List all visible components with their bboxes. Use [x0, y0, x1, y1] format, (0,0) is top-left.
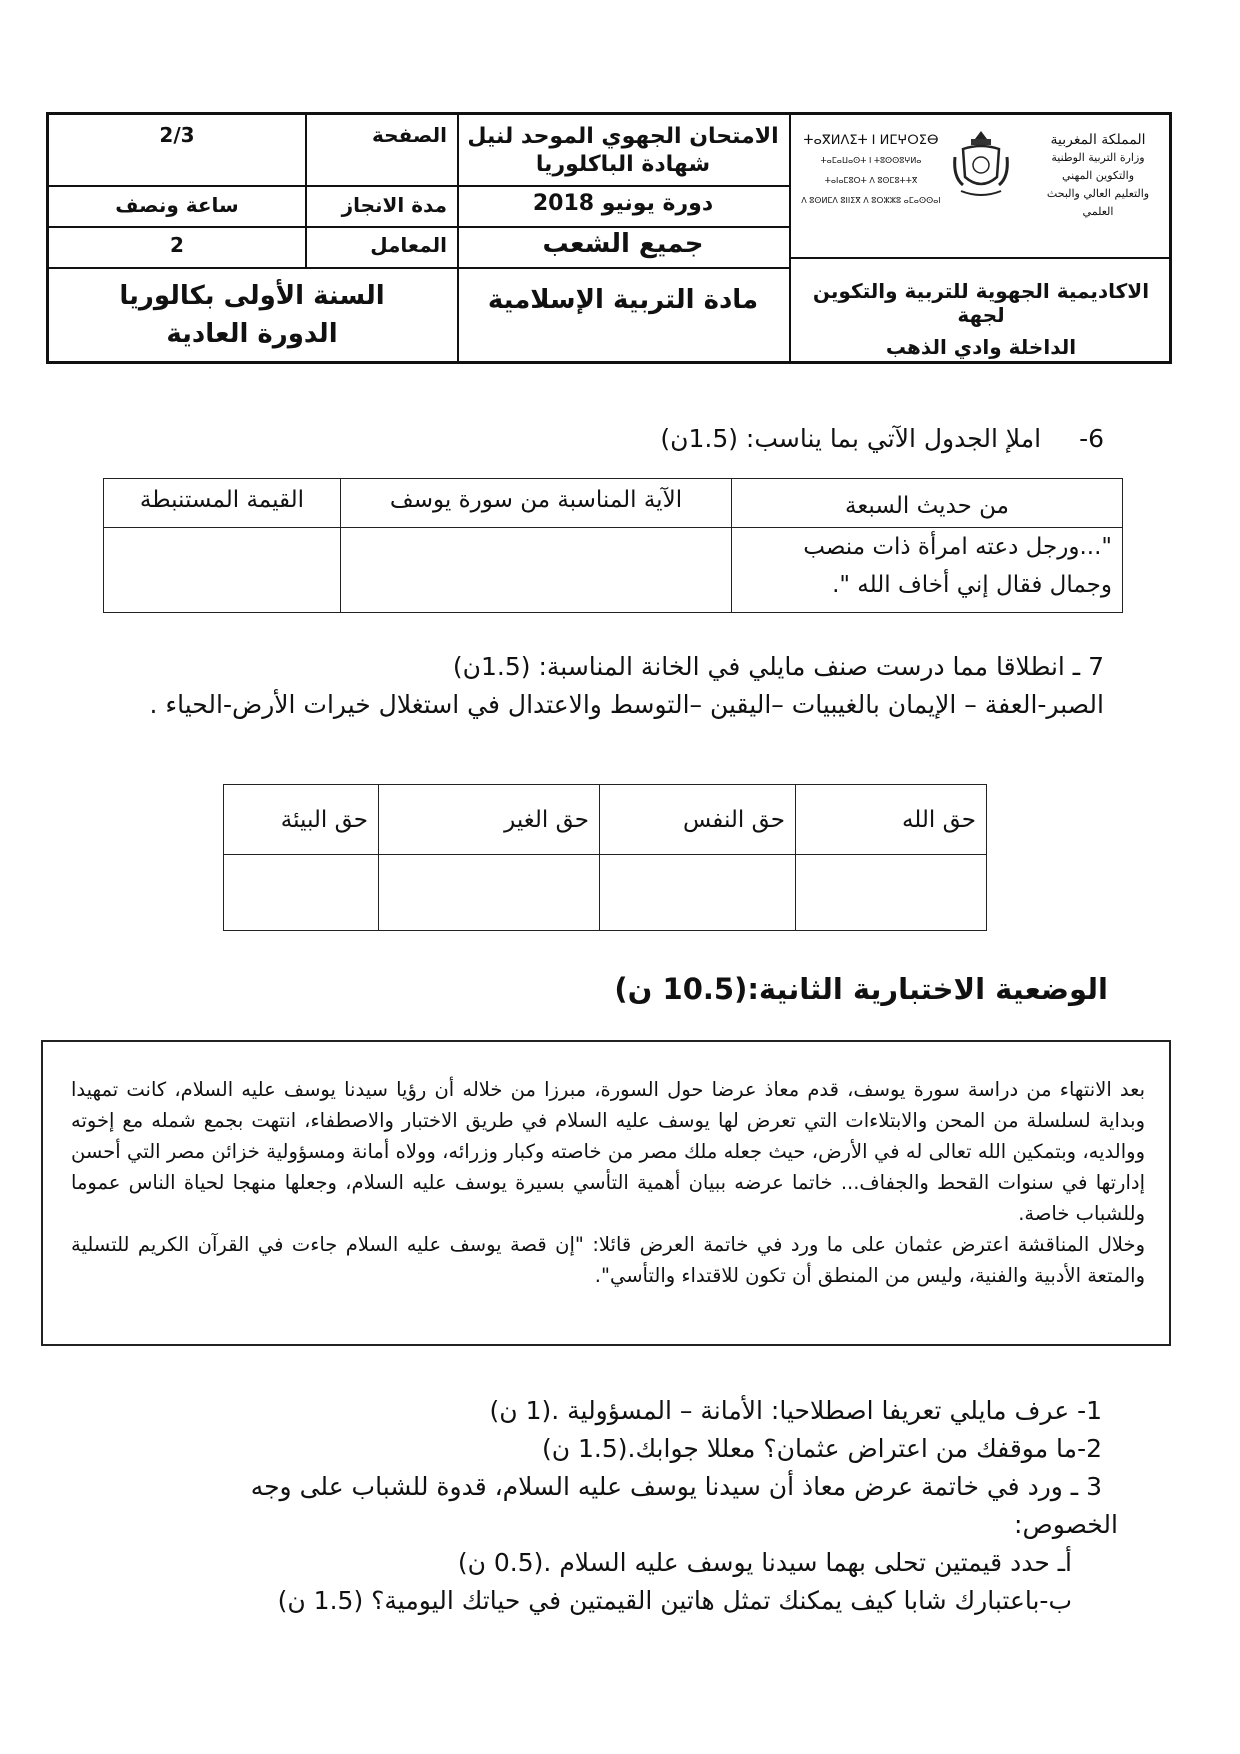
- page-label: الصفحة: [371, 123, 447, 147]
- exam-streams: جميع الشعب: [542, 229, 704, 259]
- question-3-cont: الخصوص:: [1014, 1510, 1118, 1539]
- question-3b: ب-باعتبارك شابا كيف يمكنك تمثل هاتين القيمتين في حياتك اليومية؟ (1.5 ن): [277, 1586, 1072, 1615]
- duration-label: مدة الانجاز: [341, 193, 447, 217]
- kingdom-name-ar: المملكة المغربية: [1050, 132, 1146, 148]
- q7-block: [104, 648, 1104, 724]
- q7-table: [223, 784, 987, 931]
- q6-line: [660, 420, 1104, 458]
- q6-col-verse: الآية المناسبة من سورة يوسف: [341, 479, 732, 528]
- situation-2-title: الوضعية الاختبارية الثانية:(10.5 ن): [614, 972, 1108, 1006]
- ministry-name-tifinagh-2: ⴷ ⵓⵙⵍⵎⴷ ⵓⵏⵏⵉⴳ ⴷ ⵓⵔⵣⵣⵓ ⴰⵎⴰⵙⵙⴰⵏ: [801, 196, 941, 205]
- q7-col-others: حق الغير: [379, 785, 600, 855]
- duration-value: ساعة ونصف: [115, 193, 239, 217]
- level-title: السنة الأولى بكالوريا: [119, 281, 385, 311]
- q6-table: [103, 478, 1123, 613]
- situation-paragraph-1: بعد الانتهاء من دراسة سورة يوسف، قدم معاذ عرضا حول السورة، مبرزا من خلاله أن رؤيا سيدنا يوسف عليه السلام، كانت تمهيدا وبداية لسلسلة من المحن والابتلاءات التي تعرض لها يوسف عليه السلام في طريق الاختبار والاصطفاء، انتهت بجمع شمله مع إخوته ووالديه، وبتمكين الله تعالى له في الأرض، حيث جعله ملك مصر من خاصته وكبار وزرائه، وولاه أمانة ومسؤولية خزائن مصر التي أحسن إدارتها في سنوات القحط والجفاف... خاتما عرضه ببيان أهمية التأسي بسيرة يوسف عليه السلام، وجعلها منهجا لحياة الناس عموما وللشباب خاصة.: [71, 1078, 1145, 1225]
- q6-number: 6-: [1079, 424, 1104, 453]
- session-type: الدورة العادية: [166, 319, 338, 349]
- coefficient-label: المعامل: [370, 233, 447, 257]
- q7-col-allah: حق الله: [796, 785, 987, 855]
- page-number: 2/3: [159, 123, 195, 147]
- q7-answer-self[interactable]: [600, 855, 796, 931]
- q6-hadith-text: "...ورجل دعته امرأة ذات منصب وجمال فقال إني أخاف الله ".: [732, 528, 1123, 613]
- situation-paragraph-2: وخلال المناقشة اعترض عثمان على ما ورد في خاتمة العرض قائلا: "إن قصة يوسف عليه السلام جاءت في القرآن الكريم للتسلية والمتعة الأدبية والفنية، وليس من المنطق أن تكون للاقتداء والتأسي".: [71, 1233, 1145, 1287]
- region-name: الداخلة وادي الذهب: [885, 335, 1077, 359]
- q7-answer-others[interactable]: [379, 855, 600, 931]
- exam-title-line-2: شهادة الباكلوريا: [535, 152, 711, 177]
- q7-col-self: حق النفس: [600, 785, 796, 855]
- coefficient-value: 2: [170, 233, 184, 257]
- q7-answer-environment[interactable]: [224, 855, 379, 931]
- ministry-logo-block: [791, 117, 1171, 255]
- exam-session: دورة يونيو 2018: [532, 191, 714, 216]
- situation-2-box: [41, 1040, 1171, 1346]
- question-2: 2-ما موقفك من اعتراض عثمان؟ معللا جوابك.(1.5 ن): [541, 1434, 1102, 1463]
- q6-value-answer-cell[interactable]: [104, 528, 341, 613]
- academy-name: الاكاديمية الجهوية للتربية والتكوين لجهة: [812, 279, 1150, 327]
- q7-text: 7 ـ انطلاقا مما درست صنف مايلي في الخانة المناسبة: (1.5ن): [452, 652, 1104, 681]
- situation-2-questions: [102, 1392, 1118, 1620]
- question-1: 1- عرف مايلي تعريفا اصطلاحيا: الأمانة – المسؤولية .(1 ن): [489, 1396, 1102, 1425]
- q7-col-environment: حق البيئة: [224, 785, 379, 855]
- exam-header: [46, 112, 1172, 364]
- ministry-name-tifinagh-1: ⵜⴰⵎⴰⵡⴰⵙⵜ ⵏ ⵜⵓⵙⵙⵓⵖⵍⴰ ⵜⴰⵏⴰⵎⵓⵔⵜ ⴷ ⵓⵙⵎⵓⵜⵜⴳ: [820, 156, 922, 185]
- exam-subject: مادة التربية الإسلامية: [487, 285, 759, 315]
- q6-verse-answer-cell[interactable]: [341, 528, 732, 613]
- q6-col-value: القيمة المستنبطة: [104, 479, 341, 528]
- q7-answer-allah[interactable]: [796, 855, 987, 931]
- question-3: 3 ـ ورد في خاتمة عرض معاذ أن سيدنا يوسف عليه السلام، قدوة للشباب على وجه: [250, 1472, 1102, 1501]
- coat-of-arms-icon: [951, 127, 1011, 207]
- kingdom-name-tifinagh: ⵜⴰⴳⵍⴷⵉⵜ ⵏ ⵍⵎⵖⵔⵉⴱ: [803, 133, 939, 148]
- q6-col-hadith: من حديث السبعة: [732, 479, 1123, 528]
- ministry-name-ar-1: وزارة التربية الوطنية والتكوين المهني: [1051, 151, 1145, 182]
- ministry-name-ar-2: والتعليم العالي والبحث العلمي: [1046, 187, 1150, 218]
- exam-title-line-1: الامتحان الجهوي الموحد لنيل: [467, 124, 779, 149]
- question-3a: أـ حدد قيمتين تحلى بهما سيدنا يوسف عليه السلام .(0.5 ن): [457, 1548, 1072, 1577]
- q7-items: الصبر-العفة – الإيمان بالغيبيات –اليقين –التوسط والاعتدال في استغلال خيرات الأرض-الحياء .: [149, 690, 1104, 719]
- q6-text: املإ الجدول الآتي بما يناسب: (1.5ن): [660, 424, 1042, 453]
